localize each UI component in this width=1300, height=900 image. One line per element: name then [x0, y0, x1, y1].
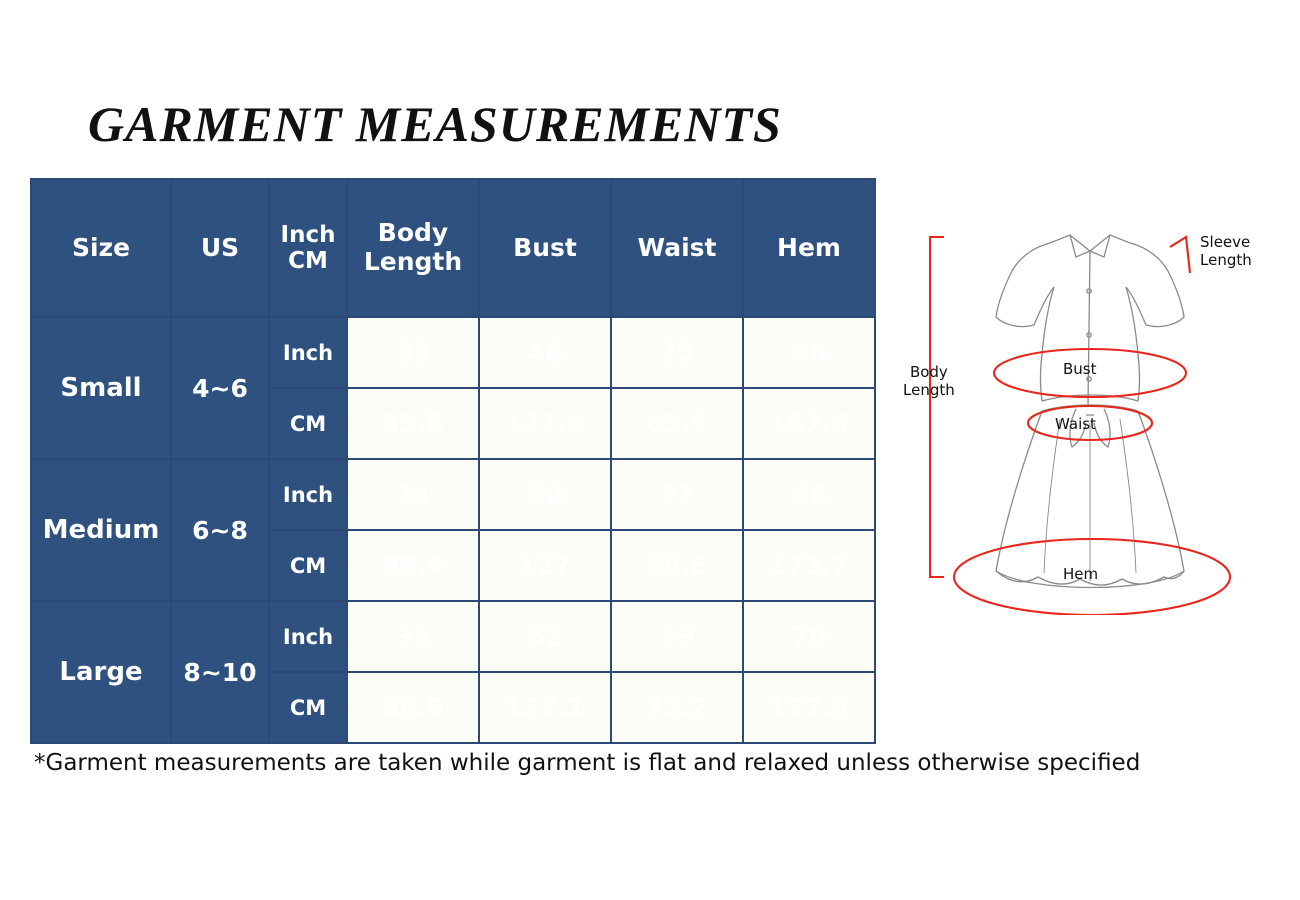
label-sleeve-length-line1: Sleeve [1200, 233, 1251, 251]
cell-hem: 177.8 [743, 672, 875, 743]
cell-us: 6~8 [171, 459, 269, 601]
cell-bust: 121.9 [479, 388, 611, 459]
cell-waist: 63.5 [611, 388, 743, 459]
cell-unit: Inch [269, 317, 347, 388]
cell-bust: 50 [479, 459, 611, 530]
label-sleeve-length [1200, 233, 1252, 269]
cell-body-length: 86.4 [347, 530, 479, 601]
header-bust: Bust [479, 179, 611, 317]
cell-unit: CM [269, 672, 347, 743]
measurements-table [30, 178, 876, 744]
header-us: US [171, 179, 269, 317]
cell-bust: 48 [479, 317, 611, 388]
cell-body-length: 33 [347, 317, 479, 388]
cell-waist: 27 [611, 459, 743, 530]
cell-waist: 25 [611, 317, 743, 388]
cell-hem: 172.7 [743, 530, 875, 601]
label-sleeve-length-line2: Length [1200, 251, 1252, 269]
garment-diagram [900, 195, 1290, 615]
cell-bust: 127 [479, 530, 611, 601]
label-body-length-line1: Body [909, 363, 948, 381]
cell-waist: 73.7 [611, 672, 743, 743]
cell-size: Large [31, 601, 171, 743]
cell-unit: CM [269, 530, 347, 601]
header-unit-cm: CM [288, 248, 328, 274]
cell-body-length: 88.9 [347, 672, 479, 743]
label-waist: Waist [1055, 415, 1096, 433]
page-title: GARMENT MEASUREMENTS [88, 96, 782, 152]
cell-us: 8~10 [171, 601, 269, 743]
cell-size: Small [31, 317, 171, 459]
footnote-text: *Garment measurements are taken while garment is flat and relaxed unless otherwise specified [34, 750, 1141, 776]
header-size: Size [31, 179, 171, 317]
label-hem: Hem [1063, 565, 1099, 583]
label-bust: Bust [1063, 360, 1097, 378]
cell-bust: 132.1 [479, 672, 611, 743]
cell-us: 4~6 [171, 317, 269, 459]
cell-unit: Inch [269, 601, 347, 672]
cell-size: Medium [31, 459, 171, 601]
cell-hem: 70 [743, 601, 875, 672]
header-body-length [347, 179, 479, 317]
label-body-length [903, 363, 955, 399]
header-hem: Hem [743, 179, 875, 317]
cell-hem: 66 [743, 317, 875, 388]
cell-waist: 68.6 [611, 530, 743, 601]
table-row [31, 459, 875, 530]
table-row [31, 601, 875, 672]
table-header-row [31, 179, 875, 317]
cell-bust: 52 [479, 601, 611, 672]
cell-hem: 68 [743, 459, 875, 530]
header-unit [269, 179, 347, 317]
cell-body-length: 34 [347, 459, 479, 530]
measurements-table-container [30, 178, 873, 744]
cell-unit: Inch [269, 459, 347, 530]
cell-body-length: 35 [347, 601, 479, 672]
header-waist: Waist [611, 179, 743, 317]
cell-body-length: 83.8 [347, 388, 479, 459]
header-body-length-line1: Body [377, 218, 449, 248]
header-body-length-line2: Length [363, 247, 463, 276]
label-body-length-line2: Length [903, 381, 955, 399]
cell-waist: 29 [611, 601, 743, 672]
cell-hem: 167.6 [743, 388, 875, 459]
header-unit-inch: Inch [280, 221, 336, 248]
table-row [31, 317, 875, 388]
cell-unit: CM [269, 388, 347, 459]
